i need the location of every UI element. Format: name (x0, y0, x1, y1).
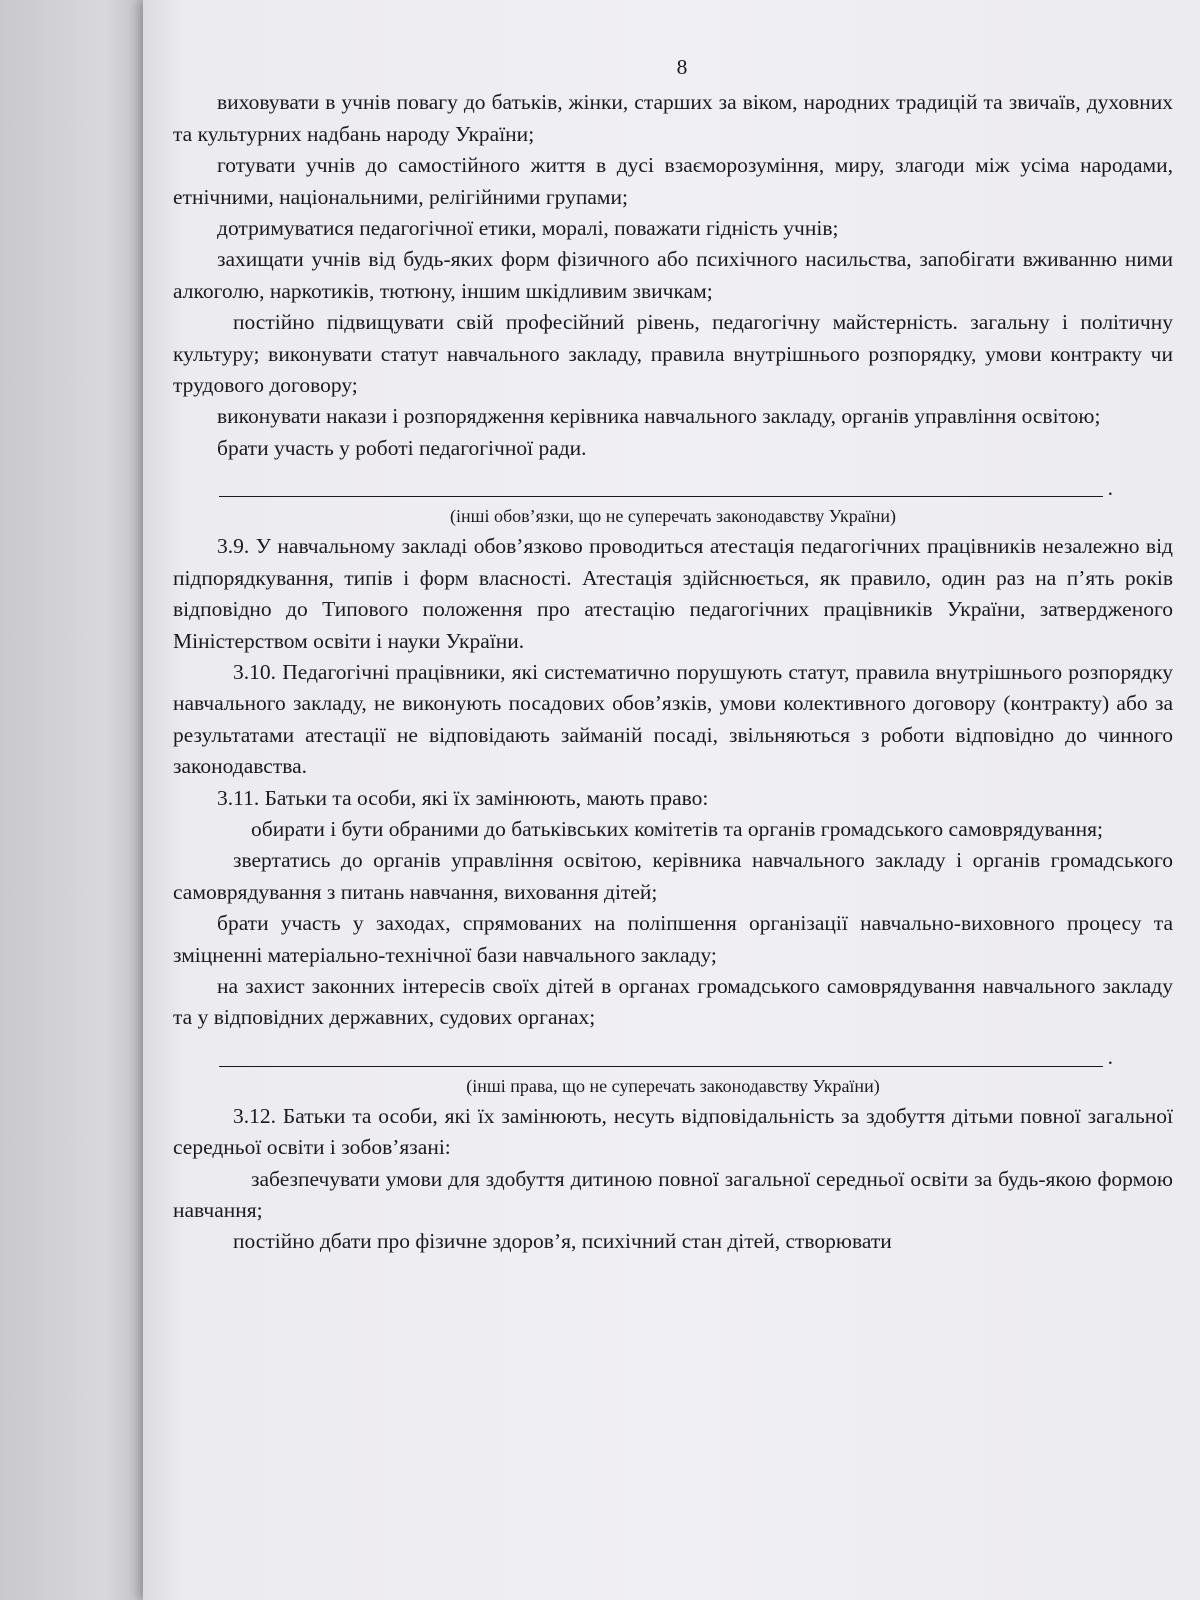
paragraph: готувати учнів до самостійного життя в дусі взаєморозуміння, миру, злагоди між усіма народами, етнічними, національними, релігійними групами; (173, 153, 1173, 209)
footnote-note: (інші обов’язки, що не суперечать законодавству України) (450, 506, 896, 527)
left-page-edge (0, 0, 150, 1600)
page-number: 8 (676, 55, 688, 79)
footnote-note: (інші права, що не суперечать законодавству України) (466, 1075, 880, 1096)
paragraph: обирати і бути обраними до батьківських комітетів та органів громадського самоврядування; (251, 816, 1103, 841)
paragraph: 3.12. Батьки та особи, які їх замінюють, несуть відповідальність за здобуття дітьми повної загальної середньої освіти і зобов’язані: (173, 1103, 1173, 1160)
paragraph: виховувати в учнів повагу до батьків, жінки, старших за віком, народних традицій та звичаїв, духовних та культурних надбань народу України; (173, 90, 1173, 146)
paragraph: забезпечувати умови для здобуття дитиною повної загальної середньої освіти за будь-якою формою навчання; (173, 1166, 1173, 1222)
paragraph: 3.10. Педагогічні працівники, які систематично порушують статут, правила внутрішнього розпорядку навчального закладу, не виконують посадових обов’язків, умови колективного договору (контракту) або за результатами атестації не відповідають займаній посаді, звільняються з роботи відповідно до чинного законодавства. (173, 659, 1173, 779)
paragraph: 3.11. Батьки та особи, які їх замінюють, мають право: (217, 785, 709, 810)
paragraph: звертатись до органів управління освітою, керівника навчального закладу і органів громадського самоврядування з питань навчання, виховання дітей; (173, 848, 1173, 904)
paragraph: на захист законних інтересів своїх дітей в органах громадського самоврядування навчального закладу та у відповідних державних, судових органах; (173, 973, 1173, 1030)
fill-in-line-end: . (1107, 1045, 1113, 1070)
paragraph: постійно підвищувати свій професійний рівень, педагогічну майстерність. загальну і політичну культуру; виконувати статут навчального закладу, правила внутрішнього розпорядку, умови контракту чи трудового договору; (173, 310, 1173, 398)
paragraph: постійно дбати про фізичне здоров’я, психічний стан дітей, створювати (233, 1229, 892, 1254)
page-content (173, 52, 1173, 1258)
fill-in-line-end: . (1107, 475, 1113, 500)
paragraph: захищати учнів від будь-яких форм фізичного або психічного насильства, запобігати вживанню ними алкоголю, наркотиків, тютюну, іншим шкідливим звичкам; (173, 247, 1173, 303)
paragraph: брати участь у роботі педагогічної ради. (217, 435, 587, 460)
fill-in-line (219, 1044, 1113, 1070)
paragraph: виконувати накази і розпорядження керівника навчального закладу, органів управління освітою; (217, 404, 1101, 429)
paragraph: брати участь у заходах, спрямованих на поліпшення організації навчально-виховного процесу та зміцненні матеріально-технічної бази навчального закладу; (173, 911, 1173, 967)
document-page (143, 0, 1200, 1600)
paragraph: дотримуватися педагогічної етики, моралі, поважати гідність учнів; (217, 216, 839, 241)
fill-in-line (219, 474, 1113, 500)
paragraph: 3.9. У навчальному закладі обов’язково проводиться атестація педагогічних працівників незалежно від підпорядкування, типів і форм власності. Атестація здійснюється, як правило, один раз на п’ять років відповідно до Типового положення про атестацію педагогічних працівників України, затвердженого Міністерством освіти і науки України. (173, 534, 1173, 653)
